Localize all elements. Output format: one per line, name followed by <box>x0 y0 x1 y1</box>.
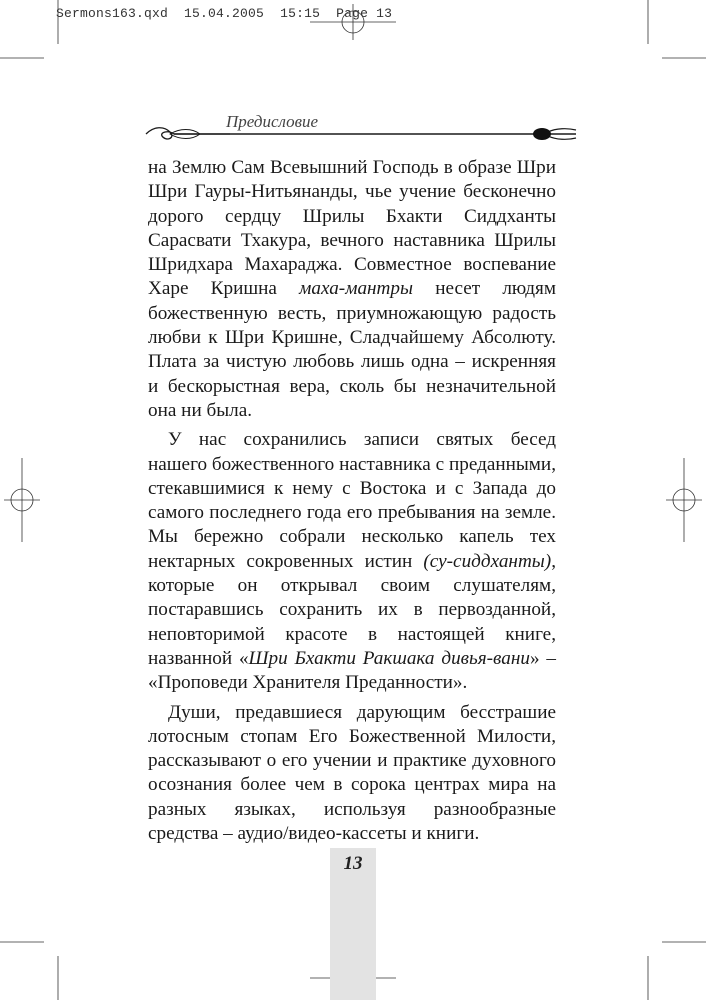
slug-time: 15:15 <box>280 6 321 21</box>
paragraph-3: Души, предавшиеся дарующим бесстрашие лотосным стопам Его Божественной Милости, рассказывают о его учении и практике духовного осознания более чем в сорока центрах мира на разных языках, используя разнообразные средства – аудио/видео-кассеты и книги. <box>148 701 556 845</box>
paragraph-2: У нас сохранились записи святых бесед нашего божественного наставника с преданными, стекавшимися к нему с Востока и с Запада до самого последнего года его пребывания на земле. Мы бережно собрали несколько капель тех нектарных сокровенных истин (су-сиддханты), которые он открывал своим слушателям, постаравшись сохранить их в первозданной, неповторимой красоте в настоящей книге, названной «Шри Бхакти Ракшака дивья-вани» – «Проповеди Хранителя Преданности». <box>148 429 557 694</box>
registration-target-left <box>4 458 40 542</box>
body-text <box>148 156 556 846</box>
header-ornament-rule <box>140 122 580 146</box>
running-header-title: Предисловие <box>226 112 319 131</box>
slug-page: Page 13 <box>336 6 393 21</box>
slug-file: Sermons163.qxd <box>56 6 169 21</box>
paragraph-1: на Землю Сам Всевышний Господь в образе Шри Шри Гауры-Нитьянанды, чье учение бесконечно дорого сердцу Шрилы Бхакти Сиддханты Сарасвати Тхакура, вечного наставника Шрилы Шридхара Махараджа. Совместное воспевание Харе Кришна маха-мантры несет людям божественную весть, приумножающую радость любви к Шри Кришне, Сладчайшему Абсолюту. Плата за чистую любовь лишь одна – искренняя и бескорыстная вера, сколь бы незначительной она ни была. <box>148 157 556 421</box>
page-number: 13 <box>343 853 363 874</box>
registration-target-top <box>310 4 396 40</box>
registration-target-right <box>666 458 702 542</box>
slug-date: 15.04.2005 <box>184 6 265 21</box>
